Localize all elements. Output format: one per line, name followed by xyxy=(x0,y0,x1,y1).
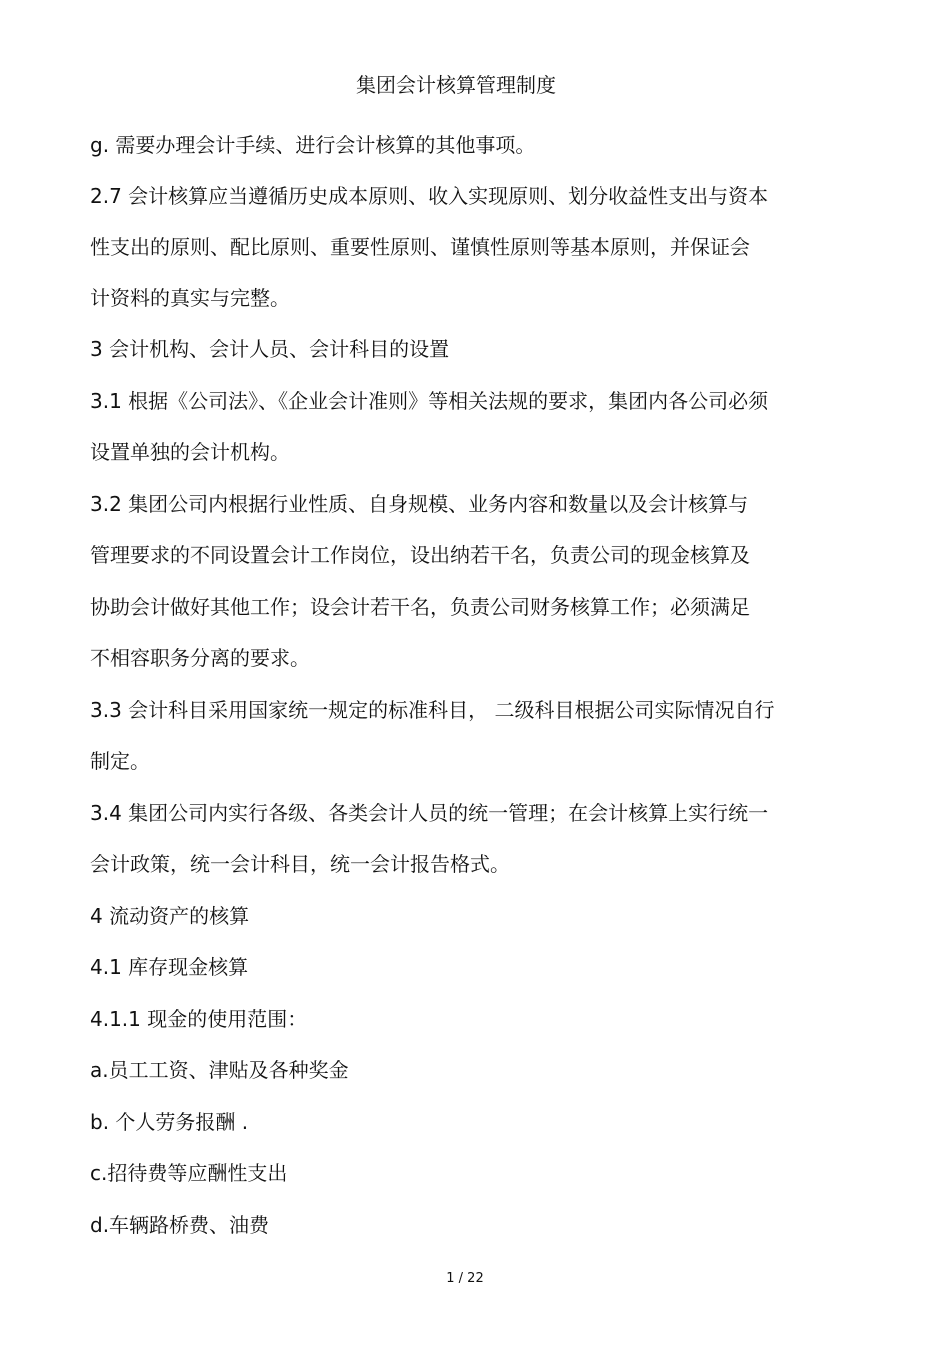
text-line: 3.4 集团公司内实行各级、各类会计人员的统一管理；在会计核算上实行统一 xyxy=(90,801,769,825)
text-line: 3.3 会计科目采用国家统一规定的标准科目， 二级科目根据公司实际情况自行 xyxy=(90,698,775,722)
text-line: 3.1 根据《公司法》、《企业会计准则》等相关法规的要求，集团内各公司必须 xyxy=(90,389,769,413)
text-line: 3.2 集团公司内根据行业性质、自身规模、业务内容和数量以及会计核算与 xyxy=(90,492,749,516)
text-line: 不相容职务分离的要求。 xyxy=(90,646,310,670)
page-number: 1 / 22 xyxy=(446,1271,484,1286)
text-line: 协助会计做好其他工作；设会计若干名，负责公司财务核算工作；必须满足 xyxy=(90,595,750,619)
section-heading: 3 会计机构、会计人员、会计科目的设置 xyxy=(90,337,450,361)
list-item: c.招待费等应酬性支出 xyxy=(90,1161,288,1185)
text-line: 2.7 会计核算应当遵循历史成本原则、收入实现原则、划分收益性支出与资本 xyxy=(90,184,769,208)
subsection-heading: 4.1.1 现金的使用范围： xyxy=(90,1007,308,1031)
text-line: 性支出的原则、配比原则、重要性原则、谨慎性原则等基本原则，并保证会 xyxy=(90,235,750,259)
text-line: 会计政策，统一会计科目，统一会计报告格式。 xyxy=(90,852,510,876)
text-line: 管理要求的不同设置会计工作岗位，设出纳若干名，负责公司的现金核算及 xyxy=(90,543,750,567)
text-line: 计资料的真实与完整。 xyxy=(90,286,290,310)
text-line: 设置单独的会计机构。 xyxy=(90,440,290,464)
text-line: g. 需要办理会计手续、进行会计核算的其他事项。 xyxy=(90,133,536,157)
subsection-heading: 4.1 库存现金核算 xyxy=(90,955,249,979)
list-item: b. 个人劳务报酬 . xyxy=(90,1110,249,1134)
text-line: 制定。 xyxy=(90,749,150,773)
document-title: 集团会计核算管理制度 xyxy=(356,73,556,97)
section-heading: 4 流动资产的核算 xyxy=(90,904,250,928)
list-item: d.车辆路桥费、油费 xyxy=(90,1213,270,1237)
list-item: a.员工工资、津贴及各种奖金 xyxy=(90,1058,349,1082)
